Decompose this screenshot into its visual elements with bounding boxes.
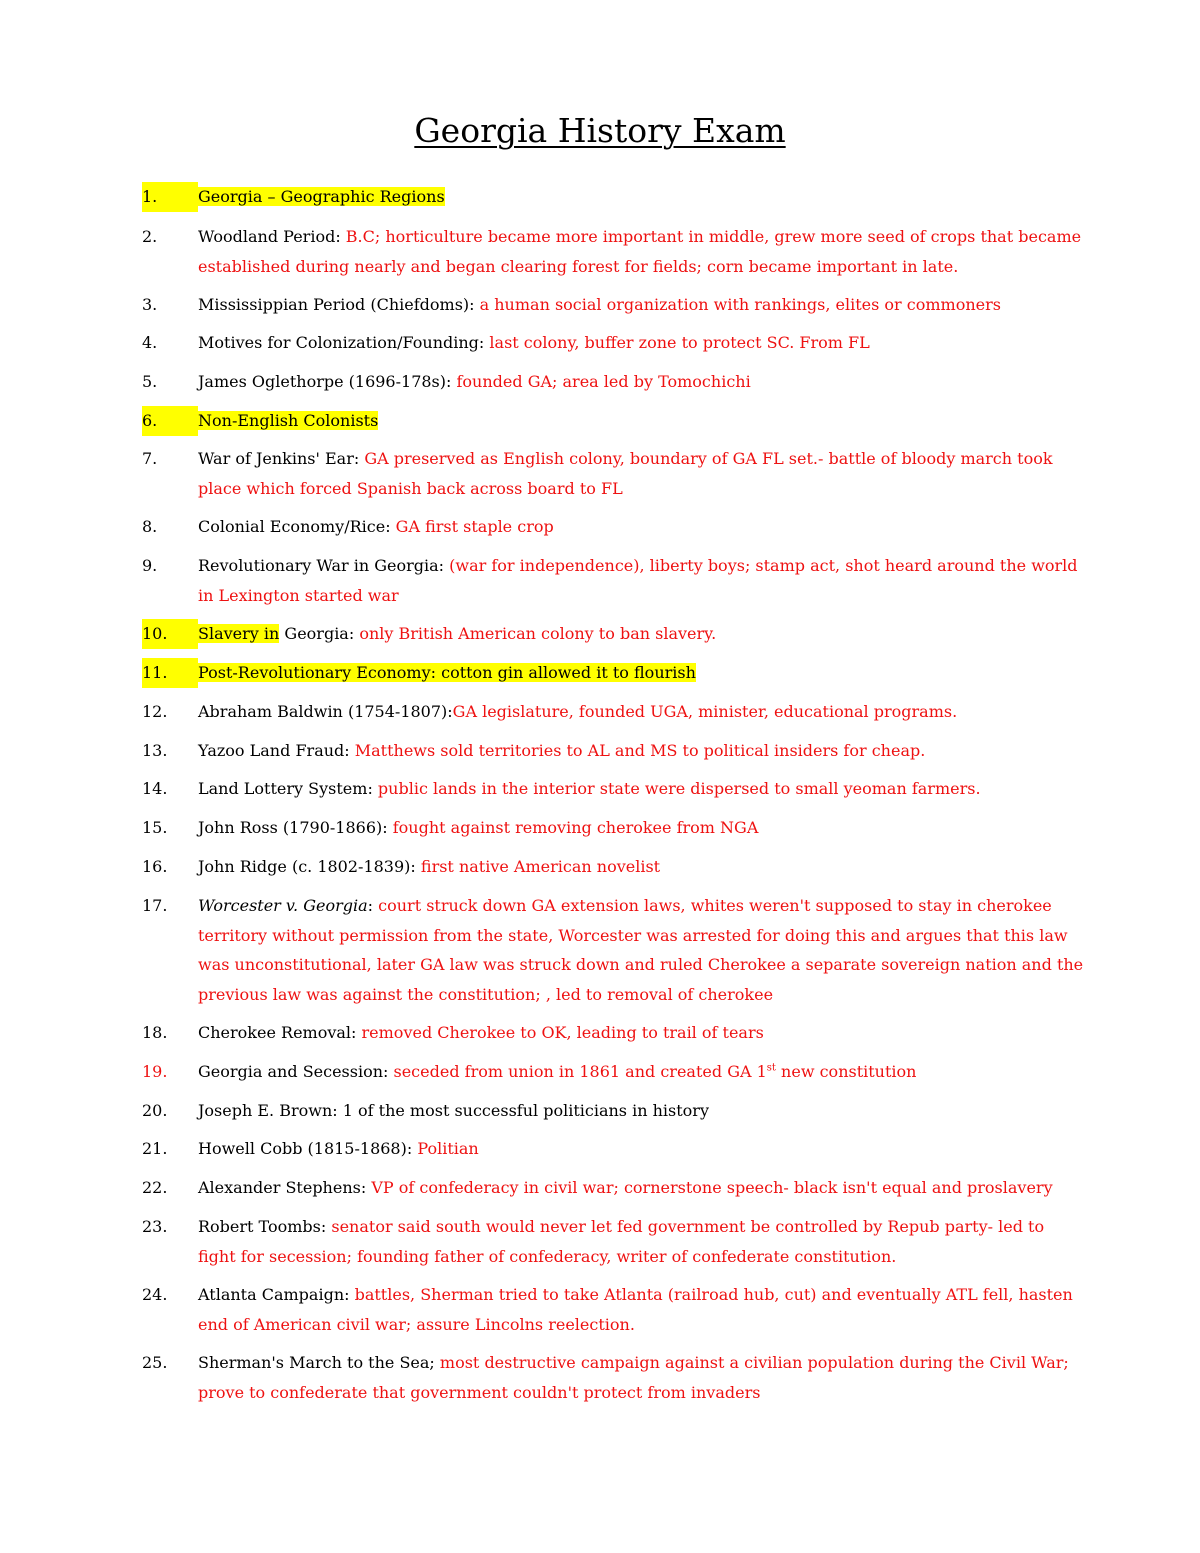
item-line — [198, 1096, 1068, 1126]
item-answer: court struck down GA extension laws, whites weren't supposed to stay in cherokee — [378, 896, 1052, 915]
item-line — [198, 891, 1068, 921]
item-line — [198, 1018, 1068, 1048]
item-term: Georgia – Geographic Regions — [198, 187, 445, 206]
item-line — [198, 1242, 1068, 1272]
item-text — [198, 328, 1068, 358]
item-term: Howell Cobb (1815-1868): — [198, 1139, 418, 1158]
item-line — [198, 1280, 1073, 1310]
item-answer: founded GA; area led by Tomochichi — [456, 372, 751, 391]
item-line — [198, 474, 1068, 504]
item-text — [198, 1018, 1068, 1048]
item-line — [198, 774, 1068, 804]
item-number: 14. — [142, 779, 168, 798]
item-text — [198, 813, 1068, 843]
item-line — [198, 697, 1068, 727]
item-text — [198, 406, 1068, 436]
item-number: 18. — [142, 1023, 168, 1042]
superscript: st — [766, 1062, 776, 1074]
item-answer: place which forced Spanish back across board to FL — [198, 478, 623, 498]
item-answer: a human social organization with rankings, elites or commoners — [479, 295, 1001, 314]
item-answer: VP of confederacy in civil war; cornerstone speech- black isn't equal and proslavery — [371, 1178, 1053, 1197]
item-term: Non-English Colonists — [198, 411, 379, 430]
item-term: Georgia and Secession: — [198, 1062, 394, 1081]
item-text — [198, 1057, 1068, 1087]
item-number: 4. — [142, 333, 158, 352]
item-number: 24. — [142, 1285, 168, 1304]
item-answer: end of American civil war; assure Lincolns reelection. — [198, 1314, 635, 1334]
item-line — [198, 736, 1068, 766]
item-line — [198, 367, 1068, 397]
item-line — [198, 512, 1068, 542]
item-answer: was unconstitutional, later GA law was struck down and ruled Cherokee a separate sovereign nation and the — [198, 955, 1084, 974]
item-text — [198, 290, 1068, 320]
item-term: Cherokee Removal: — [198, 1023, 362, 1042]
item-answer: prove to confederate that government couldn't protect from invaders — [198, 1382, 761, 1402]
item-answer: established during nearly and began clearing forest for fields; corn became important in late. — [198, 256, 959, 276]
item-answer: previous law was against the constitution; , led to removal of cherokee — [198, 984, 774, 1004]
item-number: 1. — [142, 182, 198, 212]
item-line — [198, 980, 1068, 1010]
case-name: Worcester v. Georgia — [198, 896, 368, 915]
item-answer: GA first staple crop — [395, 517, 554, 536]
item-line — [198, 1212, 1068, 1242]
item-term: Colonial Economy/Rice: — [198, 517, 396, 536]
item-text — [198, 1280, 1073, 1339]
item-answer: GA preserved as English colony, boundary of GA FL set.- battle of bloody march took — [364, 449, 1053, 468]
item-number: 12. — [142, 702, 168, 721]
item-text — [198, 512, 1068, 542]
item-term: Alexander Stephens: — [198, 1178, 372, 1197]
item-term: Joseph E. Brown: 1 of the most successful politicians in history — [198, 1101, 709, 1120]
item-answer: only British American colony to ban slavery. — [359, 624, 717, 643]
item-number: 22. — [142, 1178, 168, 1197]
item-term: Robert Toombs: — [198, 1217, 332, 1236]
item-number: 9. — [142, 556, 158, 575]
item-term: Motives for Colonization/Founding: — [198, 333, 490, 352]
item-answer: B.C; horticulture became more important in middle, grew more seed of crops that became — [345, 227, 1082, 246]
item-text — [198, 182, 1068, 212]
item-number: 21. — [142, 1139, 168, 1158]
item-line — [198, 950, 1084, 980]
item-term: John Ross (1790-1866): — [198, 818, 393, 837]
item-text — [198, 658, 1068, 688]
item-term: Mississippian Period (Chiefdoms): — [198, 295, 480, 314]
item-answer: seceded from union in 1861 and created GA 1 — [393, 1062, 767, 1081]
item-term: John Ridge (c. 1802-1839): — [198, 857, 421, 876]
item-answer: GA legislature, founded UGA, minister, educational programs. — [452, 702, 958, 721]
item-number: 10. — [142, 619, 198, 649]
item-term: Revolutionary War in Georgia: — [198, 556, 450, 575]
item-answer: new constitution — [775, 1062, 917, 1081]
item-text — [198, 444, 1068, 503]
item-term: Post-Revolutionary Economy: cotton gin allowed it to flourish — [198, 663, 696, 682]
item-text — [198, 367, 1068, 397]
item-text — [198, 774, 1068, 804]
item-answer: fought against removing cherokee from NGA — [392, 818, 759, 837]
item-line — [198, 1134, 1068, 1164]
item-text — [198, 1096, 1068, 1126]
item-term: Georgia: — [279, 624, 360, 643]
item-number: 23. — [142, 1217, 168, 1236]
item-text — [198, 551, 1078, 610]
item-term: Sherman's March to the Sea; — [198, 1353, 440, 1372]
item-number: 2. — [142, 227, 158, 246]
item-line — [198, 581, 1068, 611]
item-line — [198, 551, 1078, 581]
item-term: Land Lottery System: — [198, 779, 378, 798]
item-answer: Matthews sold territories to AL and MS to political insiders for cheap. — [354, 741, 926, 760]
item-line — [198, 222, 1082, 252]
item-text — [198, 891, 1084, 1009]
item-line — [198, 290, 1068, 320]
item-term: James Oglethorpe (1696-178s): — [198, 372, 457, 391]
item-term: War of Jenkins' Ear: — [198, 449, 365, 468]
item-answer: most destructive campaign against a civilian population during the Civil War; — [439, 1353, 1069, 1372]
item-text — [198, 1173, 1068, 1203]
item-text — [198, 852, 1068, 882]
item-answer: first native American novelist — [420, 857, 661, 876]
item-line — [198, 252, 1068, 282]
item-line — [198, 852, 1068, 882]
item-answer: Politian — [417, 1139, 479, 1158]
item-line — [198, 1348, 1068, 1378]
item-number: 3. — [142, 295, 158, 314]
item-line — [198, 658, 1068, 688]
item-text — [198, 619, 1068, 649]
item-number: 19. — [142, 1062, 168, 1081]
item-term: Woodland Period: — [198, 227, 346, 246]
page-title: Georgia History Exam — [414, 111, 786, 150]
item-number: 8. — [142, 517, 158, 536]
item-text — [198, 222, 1082, 281]
item-line — [198, 1173, 1068, 1203]
item-answer: removed Cherokee to OK, leading to trail of tears — [361, 1023, 764, 1042]
item-text — [198, 697, 1068, 727]
item-answer: senator said south would never let fed government be controlled by Repub party- led to — [331, 1217, 1045, 1236]
item-line — [198, 1310, 1068, 1340]
item-answer: last colony, buffer zone to protect SC. From FL — [489, 333, 870, 352]
item-answer: in Lexington started war — [198, 585, 399, 605]
item-answer: (war for independence), liberty boys; stamp act, shot heard around the world — [449, 556, 1078, 575]
item-number: 5. — [142, 372, 158, 391]
item-line — [198, 921, 1068, 951]
item-line — [198, 406, 1068, 436]
item-text — [198, 1134, 1068, 1164]
item-term: : — [367, 896, 379, 915]
item-term: Atlanta Campaign: — [198, 1285, 355, 1304]
item-number: 15. — [142, 818, 168, 837]
highlighted-term: Slavery in — [198, 624, 280, 643]
item-text — [198, 736, 1068, 766]
item-answer: territory without permission from the state, Worcester was arrested for doing this and argues that this law — [198, 925, 1068, 945]
item-number: 25. — [142, 1353, 168, 1372]
item-line — [198, 1378, 1068, 1408]
item-term: Yazoo Land Fraud: — [198, 741, 355, 760]
item-line — [198, 619, 1068, 649]
item-answer: battles, Sherman tried to take Atlanta (railroad hub, cut) and eventually ATL fell, hasten — [354, 1285, 1073, 1304]
item-number: 11. — [142, 658, 198, 688]
item-answer: fight for secession; founding father of confederacy, writer of confederate constitution. — [198, 1246, 897, 1266]
item-number: 17. — [142, 896, 168, 915]
item-line — [198, 182, 1068, 212]
item-line — [198, 328, 1068, 358]
item-line — [198, 1057, 1068, 1087]
item-number: 7. — [142, 449, 158, 468]
item-number: 13. — [142, 741, 168, 760]
item-line — [198, 444, 1068, 474]
item-number: 16. — [142, 857, 168, 876]
item-number: 20. — [142, 1101, 168, 1120]
item-line — [198, 813, 1068, 843]
item-number: 6. — [142, 406, 198, 436]
item-text — [198, 1212, 1068, 1271]
item-term: Abraham Baldwin (1754-1807): — [198, 702, 453, 721]
item-answer: public lands in the interior state were dispersed to small yeoman farmers. — [377, 779, 981, 798]
item-text — [198, 1348, 1068, 1407]
